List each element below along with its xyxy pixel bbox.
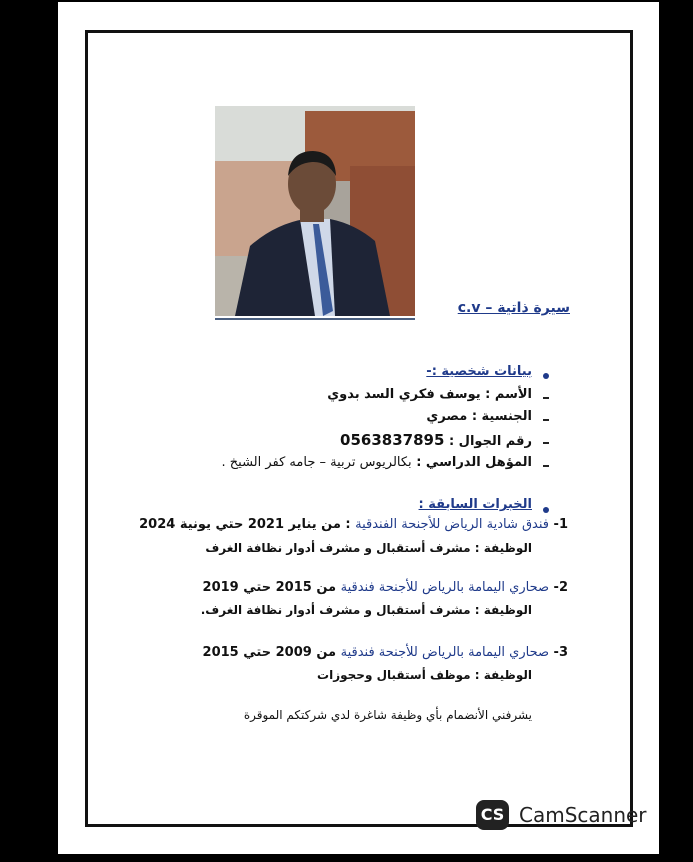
education-label: المؤهل الدراسي : — [416, 455, 532, 470]
experience-num: 1- — [553, 517, 568, 532]
experience-org: صحاري اليمامة بالرياض للأجنحة فندقية — [340, 580, 550, 595]
experience-period: من 2015 حتي 2019 — [202, 580, 337, 595]
personal-heading: بيانات شخصية :- — [426, 364, 532, 379]
phone-value: 0563837895 — [340, 431, 445, 449]
experience-period: : من يناير 2021 حتي يونية 2024 — [139, 517, 351, 532]
name-label: الأسم : — [485, 387, 532, 402]
experience-period: من 2009 حتي 2015 — [202, 645, 337, 660]
experience-org: فندق شادية الرياض للأجنحة الفندقية — [355, 517, 550, 532]
dash-icon — [543, 397, 549, 399]
experience-item-2 — [203, 580, 568, 595]
closing-statement: يشرفني الأنضمام بأي وظيفة شاغرة لدي شركتكم الموقرة — [243, 708, 532, 722]
experience-job-2: الوظيفة : مشرف أستقبال و مشرف أدوار نظافة الغرف. — [200, 603, 532, 617]
name-field — [327, 387, 532, 402]
phone-label: رقم الجوال : — [448, 434, 532, 449]
nationality-field — [426, 409, 532, 424]
nationality-value: مصري — [426, 409, 468, 424]
cv-title: سيرة ذاتية – c.v — [457, 300, 570, 316]
experience-job-1: الوظيفة : مشرف أستقبال و مشرف أدوار نظافة الغرف — [205, 541, 532, 555]
dash-icon — [543, 419, 549, 421]
name-value: يوسف فكري السد بدوي — [327, 387, 481, 402]
experience-job-3: الوظيفة : موظف أستقبال وحجوزات — [317, 668, 532, 682]
dash-icon — [543, 465, 549, 467]
camscanner-logo-icon: CS — [476, 800, 509, 830]
photo-underline — [215, 318, 415, 320]
experience-item-1 — [139, 517, 568, 532]
nationality-label: الجنسية : — [471, 409, 532, 424]
experience-heading: الخبرات السابقة : — [418, 497, 532, 512]
education-value: بكالريوس تربية – جامه كفر الشيخ . — [221, 455, 412, 470]
profile-photo — [215, 106, 415, 316]
phone-field — [340, 431, 532, 449]
education-field — [221, 455, 532, 470]
experience-item-3 — [203, 645, 568, 660]
experience-num: 2- — [553, 580, 568, 595]
bullet-icon — [543, 373, 549, 379]
experience-org: صحاري اليمامة بالرياض للأجنحة فندقية — [340, 645, 550, 660]
bullet-icon — [543, 507, 549, 513]
dash-icon — [543, 442, 549, 444]
camscanner-watermark: CamScanner — [519, 803, 647, 827]
experience-num: 3- — [553, 645, 568, 660]
